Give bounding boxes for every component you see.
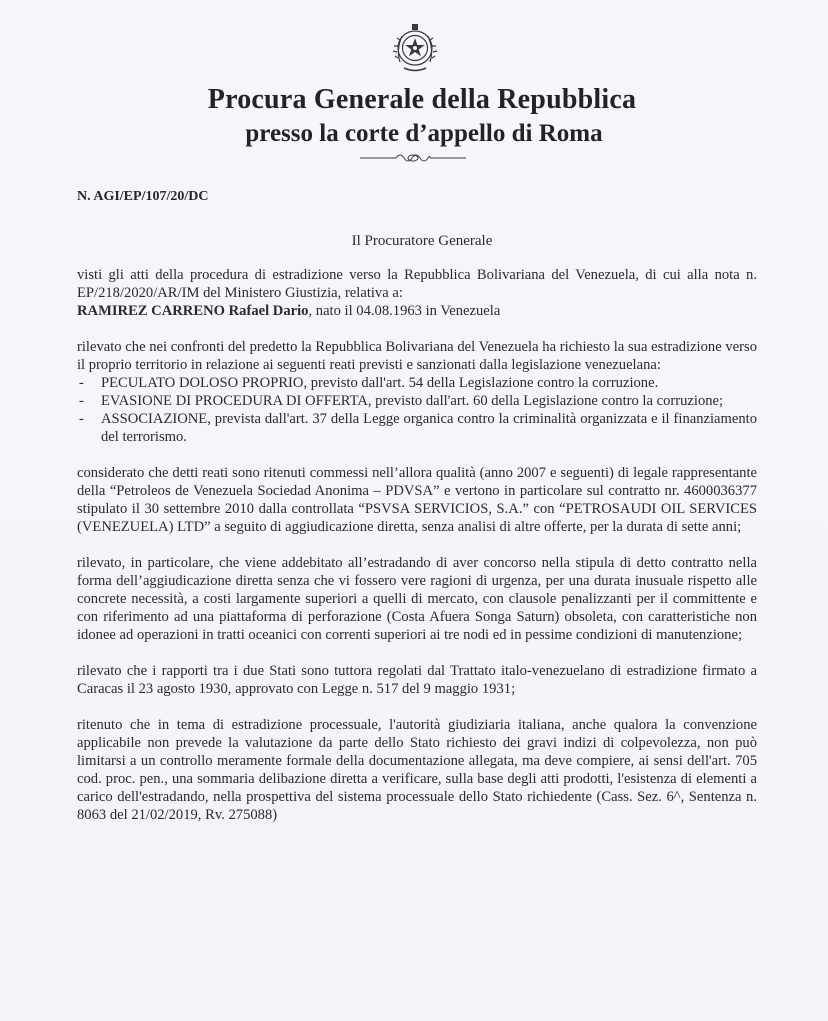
crime-item: - EVASIONE DI PROCEDURA DI OFFERTA, previsto dall'art. 60 della Legislazione contro la corruzione;	[77, 392, 757, 410]
office-title: Procura Generale della Repubblica	[207, 84, 637, 115]
document-body	[77, 266, 757, 842]
paragraph-rilevato-treaty: rilevato che i rapporti tra i due Stati sono tuttora regolati dal Trattato italo-venezuelano di estradizione firmato a Caracas il 23 agosto 1930, approvato con Legge n. 517 del 9 maggio 1931;	[77, 663, 757, 697]
crime-item: - PECULATO DOLOSO PROPRIO, previsto dall'art. 54 della Legislazione contro la corruzione.	[77, 374, 757, 392]
paragraph-ritenuto: ritenuto che in tema di estradizione processuale, l'autorità giudiziaria italiana, anche qualora la convenzione applicabile non prevede la valutazione da parte dello Stato richiesto dei gravi indizi di colpevolezza, non può limitarsi a un controllo meramente formale della documentazione allegata, ma deve compiere, ai sensi dell'art. 705 cod. proc. pen., una sommaria delibazione diretta a verificare, sulla base degli atti prodotti, l'esistenza di elementi a carico dell'estradando, nella prospettiva del sistema processuale dello Stato richiedente (Cass. Sez. 6^, Sentenza n. 8063 del 21/02/2019, Rv. 275088)	[77, 717, 757, 823]
paragraph-considerato: considerato che detti reati sono ritenuti commessi nell’allora qualità (anno 2007 e seguenti) di legale rappresentante della “Petroleos de Venezuela Sociedad Anonima – PDVSA” e vertono in particolare sul contratto nr. 4600036377 stipulato il 30 settembre 2010 dalla controllata “PSVSA SERVICIOS, S.A.” con “PETROSAUDI OIL SERVICES (VENEZUELA) LTD” a seguito di aggiudicazione diretta, senza analisi di altre offerte, per la durata di sette anni;	[77, 465, 757, 535]
crime-item: - ASSOCIAZIONE, prevista dall'art. 37 della Legge organica contro la criminalità organizzata e il finanziamento del terrorismo.	[77, 410, 757, 446]
ornament-divider-icon	[358, 150, 468, 166]
document-heading: Il Procuratore Generale	[351, 233, 493, 249]
paragraph-visti	[77, 266, 757, 320]
italian-republic-emblem-icon	[390, 22, 440, 74]
paragraph-visti-text: visti gli atti della procedura di estradizione verso la Repubblica Bolivariana del Venezuela, di cui alla nota n. EP/218/2020/AR/IM del Ministero Giustizia, relativa a:	[77, 267, 757, 301]
office-subtitle: presso la corte d’appello di Roma	[245, 120, 603, 147]
crimes-list	[77, 374, 757, 446]
person-details: , nato il 04.08.1963 in Venezuela	[308, 303, 501, 319]
paragraph-rilevato-request: rilevato che nei confronti del predetto la Repubblica Bolivariana del Venezuela ha richiesto la sua estradizione verso il proprio territorio in relazione ai seguenti reati previsti e sanzionati dalla legislazione venezuelana:	[77, 339, 757, 373]
protocol-number: N. AGI/EP/107/20/DC	[77, 189, 209, 204]
paragraph-rilevato-details: rilevato, in particolare, che viene addebitato all’estradando di aver concorso nella stipula di detto contratto nella forma dell’aggiudicazione diretta senza che vi fossero vere ragioni di urgenza, per una durata inusuale rispetto alle concrete necessità, a costi largamente superiori a quelli di mercato, con clausole penalizzanti per il committente e con riferimento ad una piattaforma di perforazione (Costa Afuera Songa Saturn) obsoleta, con caratteristiche non idonee ad operazioni in tratti oceanici con correnti superiori ai tre nodi ed in pessime condizioni di manutenzione;	[77, 555, 757, 643]
person-name: RAMIREZ CARRENO Rafael Dario	[77, 303, 309, 319]
